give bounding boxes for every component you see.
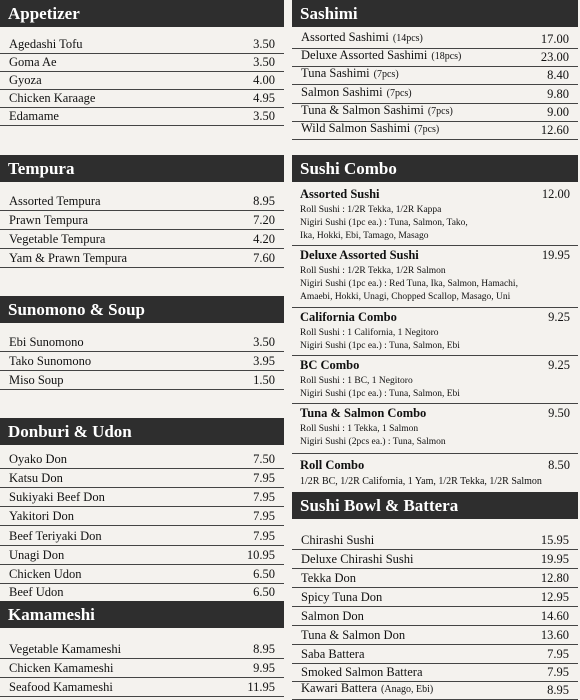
section-header-sushi-combo: Sushi Combo: [292, 155, 578, 182]
item-name: [301, 47, 461, 65]
item-name: Assorted Tempura: [9, 194, 101, 208]
item-price: 8.95: [253, 642, 275, 656]
item-price: 10.95: [246, 548, 275, 562]
combo-item: [292, 185, 578, 246]
section-header-sashimi: Sashimi: [292, 0, 578, 27]
item-price: 12.95: [540, 590, 569, 604]
item-price: 9.80: [547, 87, 569, 101]
menu-item: [0, 91, 284, 108]
menu-item: [0, 55, 284, 72]
item-label: Deluxe Assorted Sashimi: [301, 48, 428, 62]
combo-detail: Roll Sushi : 1 BC, 1 Negitoro: [300, 376, 413, 386]
item-name: Miso Soup: [9, 373, 64, 387]
combo-name: Deluxe Assorted Sushi: [300, 248, 419, 262]
item-name: [301, 120, 439, 138]
item-name: Tuna & Salmon Don: [301, 628, 406, 642]
item-name: Chicken Udon: [9, 567, 82, 581]
item-price: 3.50: [253, 55, 275, 69]
combo-price: 9.25: [548, 358, 570, 372]
item-name: Prawn Tempura: [9, 213, 89, 227]
item-label: Tuna & Salmon Sashimi: [301, 103, 424, 117]
combo-price: 9.50: [548, 406, 570, 420]
menu-item: [0, 680, 284, 697]
item-name: Katsu Don: [9, 471, 63, 485]
item-price: 8.95: [547, 683, 569, 697]
menu-item: [292, 552, 578, 569]
combo-detail: Nigiri Sushi (2pcs ea.) : Tuna, Salmon: [300, 437, 446, 447]
menu-item: [0, 490, 284, 507]
item-price: 9.95: [253, 661, 275, 675]
combo-detail: Roll Sushi : 1/2R Tekka, 1/2R Kappa: [300, 205, 442, 215]
menu-item: [292, 68, 578, 85]
item-name: Yam & Prawn Tempura: [9, 251, 128, 265]
item-note: (7pcs): [414, 124, 440, 135]
item-price: 13.60: [540, 628, 569, 642]
item-note: (7pcs): [427, 106, 453, 117]
item-name: [301, 29, 423, 47]
menu-item: [0, 251, 284, 268]
item-price: 3.50: [253, 37, 275, 51]
item-name: Saba Battera: [301, 647, 365, 661]
menu-item: [0, 335, 284, 352]
menu-item: [0, 373, 284, 390]
item-note: (18pcs): [431, 51, 462, 62]
item-price: 4.95: [253, 91, 275, 105]
item-price: 15.95: [540, 533, 569, 547]
item-name: Chicken Karaage: [9, 91, 96, 105]
section-header-donburi-udon: Donburi & Udon: [0, 418, 284, 445]
item-name: Vegetable Tempura: [9, 232, 106, 246]
section-header-appetizer: Appetizer: [0, 0, 284, 27]
combo-detail: Nigiri Sushi (1pc ea.) : Tuna, Salmon, Ebi: [300, 341, 460, 351]
combo-detail: Roll Sushi : 1/2R Tekka, 1/2R Salmon: [300, 266, 446, 276]
item-name: Oyako Don: [9, 452, 67, 466]
item-name: [301, 65, 399, 83]
menu-item: [0, 213, 284, 230]
combo-item: [292, 356, 578, 404]
combo-detail: Nigiri Sushi (1pc ea.) : Tuna, Salmon, Tako,: [300, 218, 468, 228]
item-price: 17.00: [540, 32, 569, 46]
combo-item: [292, 308, 578, 356]
section-header-tempura: Tempura: [0, 155, 284, 182]
item-price: 3.95: [253, 354, 275, 368]
item-name: Ebi Sunomono: [9, 335, 84, 349]
section-header-sushi-bowl-battera: Sushi Bowl & Battera: [292, 492, 578, 519]
item-label: Wild Salmon Sashimi: [301, 121, 411, 135]
item-note: (7pcs): [373, 69, 399, 80]
combo-item: [292, 456, 578, 492]
combo-detail: Ika, Hokki, Ebi, Tamago, Masago: [300, 231, 429, 241]
item-price: 7.50: [253, 452, 275, 466]
item-name: Edamame: [9, 109, 59, 123]
item-name: Goma Ae: [9, 55, 57, 69]
item-price: 9.00: [547, 105, 569, 119]
item-label: Tuna Sashimi: [301, 66, 370, 80]
combo-price: 19.95: [541, 248, 570, 262]
section-header-kamameshi: Kamameshi: [0, 601, 284, 628]
item-price: 8.40: [547, 68, 569, 82]
combo-item: [292, 246, 578, 308]
item-name: Deluxe Chirashi Sushi: [301, 552, 414, 566]
menu-item: [0, 548, 284, 565]
menu-item: [292, 609, 578, 626]
menu-item: [0, 642, 284, 659]
menu-item: [0, 529, 284, 546]
item-price: 19.95: [540, 552, 569, 566]
menu-item: [0, 585, 284, 602]
menu-item: [0, 452, 284, 469]
combo-price: 9.25: [548, 310, 570, 324]
item-price: 12.80: [540, 571, 569, 585]
item-name: [301, 84, 412, 102]
item-note: (14pcs): [392, 33, 423, 44]
item-price: 14.60: [540, 609, 569, 623]
item-price: 7.95: [253, 529, 275, 543]
item-name: Tako Sunomono: [9, 354, 92, 368]
item-price: 7.95: [253, 509, 275, 523]
menu-item: [292, 123, 578, 140]
menu-item: [0, 354, 284, 371]
item-price: 8.95: [253, 194, 275, 208]
menu-item: [0, 471, 284, 488]
item-price: 1.50: [253, 373, 275, 387]
item-name: Spicy Tuna Don: [301, 590, 383, 604]
item-name: Chirashi Sushi: [301, 533, 375, 547]
menu-item: [0, 661, 284, 678]
item-price: 7.95: [253, 490, 275, 504]
menu-item: [292, 647, 578, 664]
item-price: 6.50: [253, 585, 275, 599]
item-price: 7.95: [547, 647, 569, 661]
item-name: Salmon Don: [301, 609, 364, 623]
combo-price: 8.50: [548, 458, 570, 472]
item-name: [301, 102, 453, 120]
item-price: 23.00: [540, 50, 569, 64]
item-price: 7.95: [547, 665, 569, 679]
item-price: 3.50: [253, 335, 275, 349]
combo-detail: Nigiri Sushi (1pc ea.) : Tuna, Salmon, Ebi: [300, 389, 460, 399]
item-name: Smoked Salmon Battera: [301, 665, 423, 679]
combo-item: [292, 404, 578, 454]
item-price: 4.00: [253, 73, 275, 87]
item-name: Chicken Kamameshi: [9, 661, 114, 675]
item-price: 6.50: [253, 567, 275, 581]
item-price: 7.20: [253, 213, 275, 227]
menu-item: [292, 628, 578, 645]
item-price: 11.95: [247, 680, 275, 694]
item-price: 4.20: [253, 232, 275, 246]
item-note: (7pcs): [386, 88, 412, 99]
combo-name: BC Combo: [300, 358, 360, 372]
menu-item: [292, 683, 578, 700]
item-name: Beef Udon: [9, 585, 64, 599]
item-name: Agedashi Tofu: [9, 37, 83, 51]
item-label: Salmon Sashimi: [301, 85, 383, 99]
item-name: Tekka Don: [301, 571, 357, 585]
menu-item: [0, 232, 284, 249]
item-name: Unagi Don: [9, 548, 65, 562]
combo-name: California Combo: [300, 310, 397, 324]
combo-name: Roll Combo: [300, 458, 365, 472]
item-name: Yakitori Don: [9, 509, 75, 523]
item-name: Seafood Kamameshi: [9, 680, 113, 694]
item-label: Assorted Sashimi: [301, 30, 389, 44]
menu-item: [0, 73, 284, 90]
menu-item: [292, 571, 578, 588]
combo-detail: 1/2R BC, 1/2R California, 1 Yam, 1/2R Tekka, 1/2R Salmon: [300, 476, 542, 487]
combo-detail: Amaebi, Hokki, Unagi, Chopped Scallop, Masago, Uni: [300, 292, 511, 302]
combo-name: Assorted Sushi: [300, 187, 380, 201]
menu-item: [0, 194, 284, 211]
item-label: Kawari Battera: [301, 681, 378, 695]
menu-item: [0, 37, 284, 54]
item-name: Sukiyaki Beef Don: [9, 490, 105, 504]
menu-item: [0, 109, 284, 126]
combo-name: Tuna & Salmon Combo: [300, 406, 427, 420]
section-header-sunomono-soup: Sunomono & Soup: [0, 296, 284, 323]
item-name: Gyoza: [9, 73, 42, 87]
item-note: (Anago, Ebi): [381, 684, 434, 695]
item-name: [301, 680, 433, 698]
menu-item: [0, 567, 284, 584]
item-price: 7.95: [253, 471, 275, 485]
combo-detail: Roll Sushi : 1 Tekka, 1 Salmon: [300, 424, 419, 434]
menu-item: [0, 509, 284, 526]
combo-price: 12.00: [541, 187, 570, 201]
combo-detail: Nigiri Sushi (1pc ea.) : Red Tuna, Ika, Salmon, Hamachi,: [300, 279, 518, 289]
combo-detail: Roll Sushi : 1 California, 1 Negitoro: [300, 328, 439, 338]
item-price: 3.50: [253, 109, 275, 123]
item-name: Vegetable Kamameshi: [9, 642, 122, 656]
item-price: 12.60: [540, 123, 569, 137]
item-name: Beef Teriyaki Don: [9, 529, 102, 543]
menu-item: [292, 533, 578, 550]
item-price: 7.60: [253, 251, 275, 265]
menu-item: [292, 590, 578, 607]
